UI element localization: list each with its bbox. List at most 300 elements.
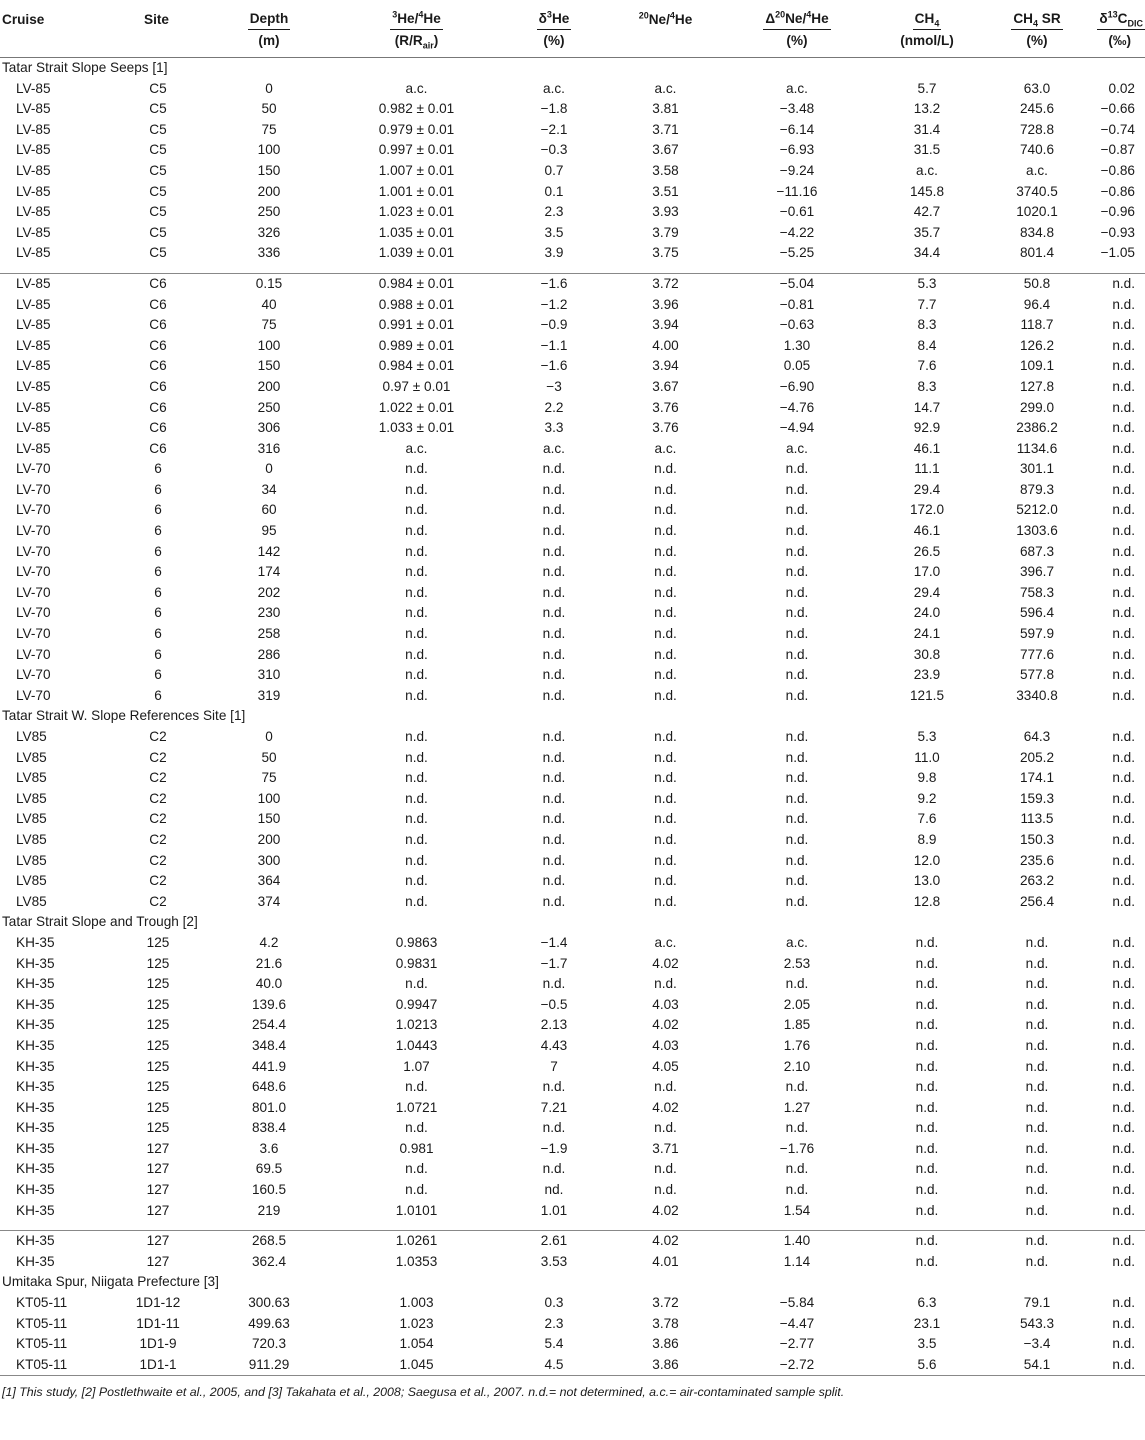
cell-site: 6 bbox=[154, 626, 162, 642]
cell-d13c: n.d. bbox=[1112, 317, 1135, 333]
cell-ch4: n.d. bbox=[915, 1099, 939, 1115]
cell-cruise: LV-85 bbox=[16, 440, 51, 456]
cell-ch4-sr: 879.3 bbox=[1019, 481, 1055, 497]
cell-cruise: KT05-11 bbox=[16, 1315, 68, 1331]
cell-ch4: n.d. bbox=[915, 1017, 939, 1033]
cell-ne-he: n.d. bbox=[654, 976, 677, 992]
cell-ch4-sr: 777.6 bbox=[1019, 646, 1055, 662]
table-row bbox=[0, 295, 1145, 316]
cell-ne-he: n.d. bbox=[654, 770, 677, 786]
cell-delta-ne-he: n.d. bbox=[785, 667, 809, 683]
cell-he-ratio: 1.007 ± 0.01 bbox=[378, 162, 455, 178]
table-row bbox=[0, 974, 1145, 995]
cell-ch4-sr: n.d. bbox=[1025, 1120, 1049, 1136]
cell-ch4-sr: n.d. bbox=[1025, 1037, 1049, 1053]
cell-site: 6 bbox=[154, 502, 162, 518]
table-row bbox=[0, 727, 1145, 748]
cell-d13c: −0.96 bbox=[1100, 204, 1135, 220]
cell-he-ratio: n.d. bbox=[405, 687, 428, 703]
cell-site: C2 bbox=[149, 729, 167, 744]
cell-site: C5 bbox=[149, 121, 167, 137]
cell-d13c: n.d. bbox=[1112, 1058, 1135, 1074]
cell-he-ratio: 0.988 ± 0.01 bbox=[378, 296, 455, 312]
cell-ne-he: 3.86 bbox=[652, 1356, 679, 1372]
cell-delta-ne-he: n.d. bbox=[785, 1079, 809, 1095]
cell-cruise: KH-35 bbox=[16, 1161, 55, 1177]
cell-site: 127 bbox=[146, 1202, 170, 1218]
cell-he-ratio: n.d. bbox=[405, 461, 428, 477]
table-row bbox=[0, 99, 1145, 120]
cell-delta-ne-he: −1.76 bbox=[779, 1140, 815, 1156]
cell-delta-ne-he: −4.94 bbox=[779, 420, 815, 436]
cell-site: 6 bbox=[154, 667, 162, 683]
cell-delta-3he: 2.3 bbox=[544, 204, 564, 220]
cell-he-ratio: n.d. bbox=[405, 1182, 428, 1198]
cell-delta-3he: n.d. bbox=[542, 1120, 566, 1136]
cell-cruise: LV85 bbox=[16, 811, 47, 827]
cell-depth: 200 bbox=[257, 378, 281, 394]
cell-delta-ne-he: n.d. bbox=[785, 461, 809, 477]
cell-delta-ne-he: 1.27 bbox=[783, 1099, 811, 1115]
cell-ch4: 17.0 bbox=[913, 564, 941, 580]
cell-ch4-sr: 79.1 bbox=[1023, 1295, 1051, 1311]
cell-ne-he: a.c. bbox=[654, 80, 677, 96]
cell-ch4-sr: 577.8 bbox=[1019, 667, 1055, 683]
cell-ne-he: 3.79 bbox=[652, 224, 679, 240]
cell-ch4-sr: 174.1 bbox=[1019, 770, 1055, 786]
cell-ch4-sr: 299.0 bbox=[1019, 399, 1055, 415]
cell-ne-he: 4.01 bbox=[652, 1253, 679, 1269]
cell-d13c: n.d. bbox=[1112, 502, 1135, 518]
cell-delta-3he: n.d. bbox=[542, 770, 566, 786]
cell-delta-ne-he: a.c. bbox=[786, 934, 808, 950]
cell-delta-3he: n.d. bbox=[542, 1079, 566, 1095]
table-row bbox=[0, 480, 1145, 501]
cell-ch4-sr: n.d. bbox=[1025, 1079, 1049, 1095]
cell-he-ratio: n.d. bbox=[405, 873, 428, 889]
cell-depth: 202 bbox=[257, 584, 281, 600]
cell-ne-he: n.d. bbox=[654, 729, 677, 744]
cell-d13c: n.d. bbox=[1112, 275, 1135, 291]
table-row bbox=[0, 809, 1145, 830]
cell-he-ratio: 0.979 ± 0.01 bbox=[378, 121, 455, 137]
cell-depth: 801.0 bbox=[251, 1099, 287, 1115]
cell-ne-he: 3.81 bbox=[652, 101, 679, 117]
cell-he-ratio: n.d. bbox=[405, 831, 428, 847]
cell-ch4-sr: n.d. bbox=[1025, 1140, 1049, 1156]
table-row bbox=[0, 161, 1145, 182]
cell-site: C6 bbox=[149, 275, 167, 291]
cell-delta-3he: 2.3 bbox=[544, 1315, 564, 1331]
cell-he-ratio: 0.984 ± 0.01 bbox=[378, 275, 455, 291]
cell-delta-ne-he: 1.76 bbox=[783, 1037, 811, 1053]
cell-depth: 0 bbox=[265, 80, 273, 96]
cell-delta-ne-he: n.d. bbox=[785, 564, 809, 580]
cell-ch4: 145.8 bbox=[909, 183, 945, 199]
table-row bbox=[0, 1057, 1145, 1078]
cell-depth: 75 bbox=[261, 770, 277, 786]
cell-delta-ne-he: −6.14 bbox=[779, 121, 815, 137]
cell-cruise: LV85 bbox=[16, 873, 47, 889]
table-row bbox=[0, 500, 1145, 521]
cell-ch4-sr: n.d. bbox=[1025, 1017, 1049, 1033]
cell-depth: 34 bbox=[261, 481, 277, 497]
cell-delta-3he: n.d. bbox=[542, 626, 566, 642]
cell-he-ratio: 1.0101 bbox=[395, 1202, 438, 1218]
cell-cruise: LV-85 bbox=[16, 378, 51, 394]
cell-delta-3he: n.d. bbox=[542, 564, 566, 580]
cell-depth: 150 bbox=[257, 358, 281, 374]
cell-cruise: LV-85 bbox=[16, 275, 51, 291]
cell-delta-ne-he: −4.47 bbox=[779, 1315, 815, 1331]
cell-delta-ne-he: −0.61 bbox=[779, 204, 815, 220]
cell-depth: 150 bbox=[257, 811, 281, 827]
cell-d13c: n.d. bbox=[1112, 1202, 1135, 1218]
cell-d13c: −0.66 bbox=[1100, 101, 1135, 117]
cell-ch4-sr: 5212.0 bbox=[1016, 502, 1058, 518]
cell-d13c: n.d. bbox=[1112, 729, 1135, 744]
cell-ne-he: 4.02 bbox=[652, 1233, 679, 1249]
cell-ch4-sr: n.d. bbox=[1025, 976, 1049, 992]
cell-ch4-sr: 801.4 bbox=[1019, 245, 1055, 261]
cell-ch4: 7.7 bbox=[917, 296, 937, 312]
cell-delta-ne-he: n.d. bbox=[785, 811, 809, 827]
cell-delta-ne-he: n.d. bbox=[785, 790, 809, 806]
cell-delta-ne-he: n.d. bbox=[785, 523, 809, 539]
cell-ch4-sr: 118.7 bbox=[1020, 317, 1054, 333]
cell-he-ratio: 1.035 ± 0.01 bbox=[378, 224, 455, 240]
cell-ch4-sr: 96.4 bbox=[1023, 296, 1051, 312]
cell-ne-he: 3.78 bbox=[652, 1315, 679, 1331]
cell-delta-3he: 2.13 bbox=[540, 1017, 568, 1033]
unit-ch4-sr: (%) bbox=[1026, 33, 1048, 48]
cell-ch4-sr: 834.8 bbox=[1019, 224, 1055, 240]
cell-site: 125 bbox=[146, 955, 170, 971]
cell-ch4: 29.4 bbox=[913, 584, 941, 600]
cell-ne-he: 3.94 bbox=[652, 317, 679, 333]
cell-he-ratio: 0.982 ± 0.01 bbox=[378, 101, 455, 117]
cell-depth: 499.63 bbox=[248, 1315, 290, 1331]
cell-ne-he: n.d. bbox=[654, 852, 677, 868]
cell-ch4: 24.1 bbox=[913, 626, 941, 642]
group-title: Tatar Strait W. Slope References Site [1] bbox=[2, 708, 246, 724]
cell-delta-3he: 4.5 bbox=[544, 1356, 564, 1372]
cell-site: C6 bbox=[149, 399, 167, 415]
cell-delta-3he: 0.7 bbox=[544, 162, 564, 178]
cell-cruise: KH-35 bbox=[16, 976, 55, 992]
cell-delta-ne-he: n.d. bbox=[785, 502, 809, 518]
cell-cruise: LV85 bbox=[16, 831, 47, 847]
table-row bbox=[0, 851, 1145, 872]
cell-cruise: LV-85 bbox=[16, 358, 51, 374]
table-row bbox=[0, 377, 1145, 398]
cell-ne-he: n.d. bbox=[654, 1161, 677, 1177]
cell-delta-ne-he: −6.93 bbox=[779, 142, 815, 158]
table-row bbox=[0, 202, 1145, 223]
cell-delta-ne-he: n.d. bbox=[785, 873, 809, 889]
cell-depth: 219 bbox=[257, 1202, 281, 1218]
cell-delta-3he: −1.9 bbox=[540, 1140, 568, 1156]
cell-site: 125 bbox=[146, 996, 170, 1012]
cell-he-ratio: 1.001 ± 0.01 bbox=[378, 183, 455, 199]
cell-d13c: n.d. bbox=[1112, 543, 1135, 559]
cell-delta-3he: 1.01 bbox=[540, 1202, 568, 1218]
cell-delta-3he: 5.4 bbox=[544, 1336, 564, 1352]
cell-ch4: 8.3 bbox=[917, 317, 937, 333]
cell-depth: 258 bbox=[257, 626, 281, 642]
cell-cruise: LV-85 bbox=[16, 224, 51, 240]
cell-site: C2 bbox=[149, 852, 167, 868]
cell-depth: 300.63 bbox=[248, 1295, 290, 1311]
cell-ne-he: 4.05 bbox=[652, 1058, 679, 1074]
cell-ch4: 12.0 bbox=[913, 852, 941, 868]
cell-cruise: LV-85 bbox=[16, 337, 51, 353]
cell-depth: 100 bbox=[257, 337, 281, 353]
cell-he-ratio: n.d. bbox=[405, 811, 428, 827]
cell-cruise: KH-35 bbox=[16, 1202, 55, 1218]
cell-site: 125 bbox=[146, 976, 170, 992]
cell-delta-3he: n.d. bbox=[542, 790, 566, 806]
header-delta-ne-he: $\Delta^{20}Ne/^4He$ bbox=[722, 0, 872, 30]
cell-d13c: n.d. bbox=[1112, 770, 1135, 786]
table-row bbox=[0, 892, 1145, 913]
cell-delta-ne-he: −6.90 bbox=[779, 378, 815, 394]
cell-ch4: n.d. bbox=[915, 1120, 939, 1136]
cell-depth: 230 bbox=[257, 605, 281, 621]
cell-ch4-sr: 687.3 bbox=[1019, 543, 1055, 559]
cell-ne-he: 3.93 bbox=[652, 204, 679, 220]
cell-delta-3he: a.c. bbox=[543, 80, 565, 96]
table-row bbox=[0, 645, 1145, 666]
cell-delta-ne-he: −11.16 bbox=[776, 183, 818, 199]
cell-delta-3he: 4.43 bbox=[540, 1037, 568, 1053]
cell-he-ratio: n.d. bbox=[405, 852, 428, 868]
cell-d13c: n.d. bbox=[1112, 1356, 1135, 1372]
cell-depth: 150 bbox=[257, 162, 281, 178]
cell-ch4: 8.9 bbox=[917, 831, 937, 847]
cell-ne-he: 3.71 bbox=[652, 121, 679, 137]
cell-d13c: n.d. bbox=[1112, 955, 1135, 971]
table-row bbox=[0, 1201, 1145, 1222]
cell-ch4: 9.2 bbox=[917, 790, 937, 806]
cell-ch4-sr: n.d. bbox=[1025, 1182, 1049, 1198]
cell-delta-3he: n.d. bbox=[542, 461, 566, 477]
cell-d13c: n.d. bbox=[1112, 481, 1135, 497]
cell-d13c: n.d. bbox=[1112, 399, 1135, 415]
unit-depth: (m) bbox=[258, 33, 280, 48]
cell-site: C6 bbox=[149, 317, 167, 333]
cell-ne-he: n.d. bbox=[654, 749, 677, 765]
cell-ne-he: 3.71 bbox=[652, 1140, 679, 1156]
cell-delta-ne-he: n.d. bbox=[785, 543, 809, 559]
cell-he-ratio: 0.9863 bbox=[395, 934, 438, 950]
cell-d13c: n.d. bbox=[1112, 1017, 1135, 1033]
table-row bbox=[0, 954, 1145, 975]
cell-d13c: n.d. bbox=[1112, 1120, 1135, 1136]
cell-ne-he: n.d. bbox=[654, 523, 677, 539]
cell-ch4: 35.7 bbox=[913, 224, 941, 240]
cell-ne-he: 4.02 bbox=[652, 1017, 679, 1033]
cell-site: C6 bbox=[149, 296, 167, 312]
cell-ch4-sr: 50.8 bbox=[1023, 275, 1051, 291]
cell-site: C2 bbox=[149, 749, 167, 765]
cell-delta-ne-he: n.d. bbox=[785, 893, 809, 909]
cell-cruise: KH-35 bbox=[16, 955, 55, 971]
cell-ch4-sr: 205.2 bbox=[1019, 749, 1055, 765]
cell-ch4: n.d. bbox=[915, 955, 939, 971]
footnote: [1] This study, [2] Postlethwaite et al., 2005, and [3] Takahata et al., 2008; Saegusa et al., 2007. n.d.= not determined, a.c.= air-contaminated sample split. bbox=[0, 1376, 1145, 1403]
cell-d13c: n.d. bbox=[1112, 831, 1135, 847]
cell-d13c: n.d. bbox=[1112, 378, 1135, 394]
cell-delta-3he: n.d. bbox=[542, 502, 566, 518]
cell-site: 127 bbox=[146, 1161, 170, 1177]
cell-delta-3he: n.d. bbox=[542, 729, 566, 744]
cell-cruise: LV-85 bbox=[16, 204, 51, 220]
cell-site: 1D1-12 bbox=[135, 1295, 181, 1311]
cell-delta-ne-he: n.d. bbox=[785, 852, 809, 868]
cell-delta-3he: n.d. bbox=[542, 605, 566, 621]
cell-d13c: n.d. bbox=[1112, 1037, 1135, 1053]
cell-d13c: n.d. bbox=[1112, 667, 1135, 683]
cell-d13c: n.d. bbox=[1112, 976, 1135, 992]
group-title: Umitaka Spur, Niigata Prefecture [3] bbox=[2, 1274, 219, 1290]
cell-delta-ne-he: n.d. bbox=[785, 729, 809, 744]
cell-delta-3he: −0.5 bbox=[540, 996, 568, 1012]
cell-d13c: n.d. bbox=[1112, 1079, 1135, 1095]
cell-cruise: LV-85 bbox=[16, 399, 51, 415]
cell-delta-3he: 7.21 bbox=[540, 1099, 568, 1115]
table-row bbox=[0, 1180, 1145, 1201]
cell-d13c: n.d. bbox=[1112, 626, 1135, 642]
cell-he-ratio: n.d. bbox=[405, 667, 428, 683]
cell-ch4: 8.4 bbox=[917, 337, 937, 353]
cell-delta-ne-he: 1.85 bbox=[783, 1017, 811, 1033]
cell-ch4: 172.0 bbox=[909, 502, 945, 518]
cell-depth: 250 bbox=[257, 204, 281, 220]
table-row bbox=[0, 1159, 1145, 1180]
cell-site: C6 bbox=[149, 358, 167, 374]
cell-delta-ne-he: n.d. bbox=[785, 1182, 809, 1198]
table-row bbox=[0, 243, 1145, 264]
cell-he-ratio: n.d. bbox=[405, 729, 428, 744]
header-ch4: $CH_4$ bbox=[872, 0, 982, 30]
cell-depth: 0 bbox=[265, 729, 273, 744]
cell-depth: 40.0 bbox=[255, 976, 283, 992]
cell-ch4: 13.0 bbox=[913, 873, 941, 889]
cell-d13c: −0.74 bbox=[1100, 121, 1135, 137]
cell-delta-ne-he: 2.53 bbox=[783, 955, 811, 971]
cell-depth: 310 bbox=[257, 667, 281, 683]
cell-he-ratio: 0.997 ± 0.01 bbox=[378, 142, 455, 158]
header-site: Site bbox=[144, 11, 169, 27]
cell-d13c: n.d. bbox=[1112, 873, 1135, 889]
cell-he-ratio: 1.023 ± 0.01 bbox=[378, 204, 455, 220]
cell-ne-he: n.d. bbox=[654, 584, 677, 600]
cell-d13c: n.d. bbox=[1112, 687, 1135, 703]
cell-depth: 326 bbox=[257, 224, 281, 240]
cell-depth: 160.5 bbox=[251, 1182, 287, 1198]
cell-ch4-sr: 1020.1 bbox=[1016, 204, 1058, 220]
cell-ch4: 31.4 bbox=[913, 121, 941, 137]
cell-depth: 200 bbox=[257, 183, 281, 199]
cell-cruise: LV-70 bbox=[16, 626, 51, 642]
cell-he-ratio: 0.9831 bbox=[395, 955, 438, 971]
cell-cruise: KH-35 bbox=[16, 1099, 55, 1115]
cell-delta-3he: n.d. bbox=[542, 523, 566, 539]
cell-depth: 3.6 bbox=[259, 1140, 279, 1156]
cell-d13c: n.d. bbox=[1112, 811, 1135, 827]
cell-site: C2 bbox=[149, 770, 167, 786]
cell-ne-he: 3.67 bbox=[652, 142, 679, 158]
cell-ne-he: 3.76 bbox=[652, 399, 679, 415]
cell-site: 1D1-1 bbox=[139, 1356, 177, 1372]
cell-he-ratio: 1.0443 bbox=[395, 1037, 438, 1053]
table-row bbox=[0, 398, 1145, 419]
table-row bbox=[0, 665, 1145, 686]
cell-depth: 648.6 bbox=[251, 1079, 287, 1095]
cell-he-ratio: n.d. bbox=[405, 523, 428, 539]
cell-delta-ne-he: −4.76 bbox=[779, 399, 815, 415]
cell-ch4-sr: 127.8 bbox=[1019, 378, 1055, 394]
cell-depth: 100 bbox=[257, 790, 281, 806]
cell-site: C5 bbox=[149, 142, 167, 158]
cell-ch4: 5.6 bbox=[917, 1356, 937, 1372]
cell-delta-ne-he: n.d. bbox=[785, 1120, 809, 1136]
cell-depth: 441.9 bbox=[251, 1058, 287, 1074]
cell-delta-3he: −1.1 bbox=[540, 337, 568, 353]
cell-depth: 319 bbox=[257, 687, 281, 703]
cell-cruise: KH-35 bbox=[16, 1058, 55, 1074]
cell-ne-he: n.d. bbox=[654, 481, 677, 497]
unit-he-ratio: $(R/R_{air})$ bbox=[394, 33, 439, 51]
cell-delta-ne-he: −0.81 bbox=[779, 296, 815, 312]
cell-site: 127 bbox=[146, 1233, 170, 1249]
cell-ne-he: 4.03 bbox=[652, 1037, 679, 1053]
cell-ne-he: 4.03 bbox=[652, 996, 679, 1012]
cell-ch4-sr: 150.3 bbox=[1019, 831, 1055, 847]
table-row bbox=[0, 356, 1145, 377]
cell-delta-ne-he: 0.05 bbox=[783, 358, 811, 374]
cell-delta-3he: 2.2 bbox=[544, 399, 564, 415]
table-row bbox=[0, 1334, 1145, 1355]
cell-delta-3he: −1.6 bbox=[540, 275, 568, 291]
cell-site: 6 bbox=[154, 605, 162, 621]
cell-depth: 174 bbox=[257, 564, 281, 580]
cell-depth: 286 bbox=[257, 646, 281, 662]
cell-site: 125 bbox=[146, 1017, 170, 1033]
cell-ch4-sr: 758.3 bbox=[1019, 584, 1055, 600]
table-row bbox=[0, 624, 1145, 645]
cell-ne-he: n.d. bbox=[654, 1079, 677, 1095]
cell-he-ratio: 1.0261 bbox=[395, 1233, 438, 1249]
cell-delta-ne-he: n.d. bbox=[785, 770, 809, 786]
cell-depth: 142 bbox=[257, 543, 281, 559]
cell-cruise: LV-70 bbox=[16, 687, 51, 703]
cell-delta-ne-he: 1.40 bbox=[783, 1233, 811, 1249]
cell-site: C5 bbox=[149, 204, 167, 220]
cell-ne-he: n.d. bbox=[654, 811, 677, 827]
cell-ne-he: 3.67 bbox=[652, 378, 679, 394]
table-row bbox=[0, 223, 1145, 244]
cell-d13c: n.d. bbox=[1112, 564, 1135, 580]
cell-ch4-sr: n.d. bbox=[1025, 996, 1049, 1012]
cell-ne-he: 3.72 bbox=[652, 275, 679, 291]
cell-he-ratio: 0.991 ± 0.01 bbox=[378, 317, 455, 333]
cell-he-ratio: n.d. bbox=[405, 1079, 428, 1095]
cell-delta-ne-he: n.d. bbox=[785, 626, 809, 642]
header-cruise: Cruise bbox=[2, 11, 45, 27]
cell-delta-3he: 0.1 bbox=[544, 183, 564, 199]
